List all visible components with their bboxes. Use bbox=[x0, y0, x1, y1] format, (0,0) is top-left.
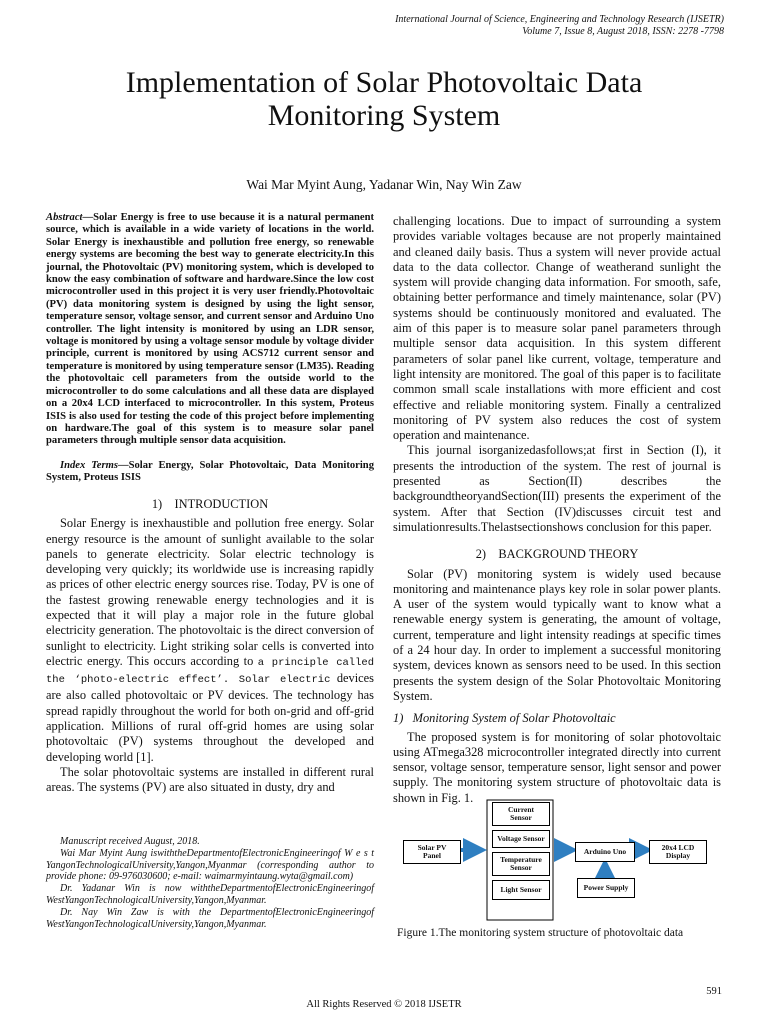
index-terms-text: —Solar Energy, Solar Photovoltaic, Data Monitoring System, Proteus ISIS bbox=[46, 459, 374, 484]
solar-pv-panel-box bbox=[403, 840, 461, 864]
current-sensor-label-2: Sensor bbox=[510, 813, 532, 822]
temperature-sensor-label-1: Temperature bbox=[500, 854, 542, 864]
background-paragraph: Solar (PV) monitoring system is widely used because monitoring and maintenance plays key role in solar power plants. A user of the system would typically want to know what a renewable energy system is generating, the amount of voltage, current, temperature and light intensity readings at specific times of a 24 hour day. In order to implement a successful monitoring system, devices known as sensors need to be used. In this section presents the system design of the Solar Photovoltaic Monitoring System. bbox=[393, 566, 721, 703]
abstract-text: —Solar Energy is free to use because it is a natural permanent source, which is available in a wide variety of locations in the world. Solar Energy is inexhaustible and pollution free energy, so renewable energy systems are becoming the best way to generate electricity.In this journal, the Photovoltaic (PV) monitoring system, which is developed to know the easy combination of software and hardware.Since the low cost microcontroller used in this project it is very user friendly.Photovoltaic (PV) data monitoring system is designed by using the light sensor, temperature sensor, voltage sensor, and current sensor and Arduino Uno controller. The light intensity is monitored by using an LDR sensor, voltage is monitored by using a voltage sensor module by voltage divider principle, current is monitored by using ACS712 current sensor and temperature is monitored by using temperature sensor (LM35). Reading the photovoltaic cell parameters from the outside world to the microcontroller to do some calculations and all these data are displayed on a 20x4 LCD interfaced to microcontroller. In this system, Proteus ISIS is also used for testing the code of this project before implementing on hardware.The goal of this system is to measure solar panel parameters through multiple sensor data acquisition. bbox=[46, 212, 374, 447]
footnotes bbox=[46, 836, 374, 930]
arduino-uno-label: Arduino Uno bbox=[583, 846, 627, 856]
author-list: Wai Mar Myint Aung, Yadanar Win, Nay Win Zaw bbox=[246, 177, 522, 192]
intro-text-b: devices are also called photovoltaic or PV devices. The technology has spread rapidly throughout the world for both on-grid and off-grid application. Millions of rural off-grid homes are using solar photovoltaic (PV) systems throughout the developed and developing world [1]. bbox=[46, 671, 374, 764]
voltage-sensor-label: Voltage Sensor bbox=[497, 833, 545, 843]
title-line-2: Monitoring System bbox=[267, 99, 501, 132]
left-column bbox=[46, 212, 374, 796]
power-supply-box bbox=[577, 878, 635, 898]
abstract bbox=[46, 212, 374, 448]
lcd-display-box bbox=[649, 840, 707, 864]
temperature-sensor-label-2: Sensor bbox=[510, 863, 532, 872]
subsection-heading bbox=[393, 711, 721, 726]
temperature-sensor-box bbox=[492, 852, 550, 876]
footnote-author-2: Dr. Yadanar Win is now withtheDepartmentofElectronicEngineeringof WestYangonTechnologicalUniversity,Yangon,Myanmar. bbox=[46, 883, 374, 906]
subsection-title: Monitoring System of Solar Photovoltaic bbox=[412, 711, 616, 726]
current-sensor-box bbox=[492, 802, 550, 826]
figure-1-diagram bbox=[399, 798, 724, 924]
copyright-footer: All Rights Reserved © 2018 IJSETR bbox=[306, 999, 462, 1010]
index-terms-lead: Index Terms bbox=[60, 459, 118, 471]
footnote-author-1: Wai Mar Myint Aung iswiththeDepartmentofElectronicEngineeringof W e s t YangonTechnologicalUniversity,Yangon,Myanmar (corresponding author to provide phone: 09-976030600; e-mail: waimarmyintaung.wyta@gmail.com) bbox=[46, 847, 374, 883]
manuscript-received: Manuscript received August, 2018. bbox=[60, 836, 200, 847]
right-column bbox=[393, 214, 721, 806]
introduction-heading: 1) INTRODUCTION bbox=[151, 496, 269, 511]
abstract-lead: Abstract bbox=[46, 212, 83, 223]
intro-text-a: Solar Energy is inexhaustible and pollution free energy. Solar energy resource is the amount of sunlight available to the solar panels to generate electricity. Solar electric technology is developing very quickly; its worldwide use is increasing rapidly as prices of other electric energy sources rise. Today, PV is one of the fastest growing renewable energy technologies and it is expected that it will play a major role in the future global electricity generation. The photovoltaic is the direct conversion of sunlight to electricity. Light striking solar cells is converted into electric energy. This occurs according to bbox=[46, 516, 374, 668]
index-terms bbox=[46, 460, 374, 485]
title-line-1: Implementation of Solar Photovoltaic Data bbox=[125, 66, 643, 99]
solar-pv-label-1: Solar PV bbox=[417, 842, 447, 852]
background-heading: 2) BACKGROUND THEORY bbox=[475, 547, 639, 562]
journal-volume: Volume 7, Issue 8, August 2018, ISSN: 2278 -7798 bbox=[522, 26, 724, 37]
paper-title bbox=[40, 66, 728, 132]
journal-name: International Journal of Science, Engineering and Technology Research (IJSETR) bbox=[395, 14, 724, 25]
right-paragraph-1: challenging locations. Due to impact of surrounding a system provides variable voltages because are not properly maintained and cleaned daily basis. Thus a system will never provide actual data to the data collector. Change of weatherand sunlight the system will provide changing data information. For smooth, safe, obtaining better performance and timely maintenance, solar (PV) systems should be continuously monitored and evaluated. The aim of this paper is to measure solar panel parameters through multiple sensor data acquisition. In this system different parameters of solar panel like current, voltage, temperature and light intensity are monitored. The goal of this paper is to facilitate common small scale installations with more efficient and cost effective and reliable monitoring system. Finally a centralized monitoring of PV system also reduces the cost of system operation and maintenance. bbox=[393, 214, 721, 443]
intro-mono-text: a principle called the ‘photo-electric effect’. Solar electric bbox=[46, 656, 374, 687]
journal-header bbox=[204, 14, 724, 38]
solar-pv-label-2: Panel bbox=[423, 851, 441, 860]
lcd-label-2: Display bbox=[665, 851, 691, 860]
power-supply-label: Power Supply bbox=[583, 882, 629, 892]
light-sensor-box bbox=[492, 880, 550, 900]
page-number: 591 bbox=[706, 986, 722, 997]
introduction-paragraph-2: The solar photovoltaic systems are installed in different rural areas. The systems (PV) are also situated in dusty, dry and bbox=[46, 764, 374, 795]
figure-1-caption: Figure 1.The monitoring system structure of photovoltaic data bbox=[397, 927, 684, 939]
arduino-uno-box bbox=[575, 842, 635, 862]
lcd-label-1: 20x4 LCD bbox=[661, 842, 695, 852]
right-paragraph-2: This journal isorganizedasfollows;at first in Section (I), it presents the introduction of the system. The rest of journal is presented as Section(II) describes the backgroundtheoryandSection(III) presents the experiment of the system. After that Section (IV)discusses circuit test and simulationresults.Thelastsectionshows conclusion for this paper. bbox=[393, 443, 721, 534]
current-sensor-label-1: Current bbox=[507, 804, 535, 814]
introduction-paragraph-1 bbox=[46, 516, 374, 765]
subsection-number: 1) bbox=[393, 711, 404, 726]
footnote-author-3: Dr. Nay Win Zaw is with the DepartmentofElectronicEngineeringof WestYangonTechnologicalUniversity,Yangon,Myanmar. bbox=[46, 906, 374, 930]
voltage-sensor-box bbox=[492, 830, 550, 848]
light-sensor-label: Light Sensor bbox=[500, 884, 542, 894]
monitoring-paragraph: The proposed system is for monitoring of solar photovoltaic using ATmega328 microcontroller integrated directly into current sensor, voltage sensor, temperature sensor, light sensor and power supply. The monitoring system structure of photovoltaic data is shown in Fig. 1. bbox=[393, 729, 721, 805]
